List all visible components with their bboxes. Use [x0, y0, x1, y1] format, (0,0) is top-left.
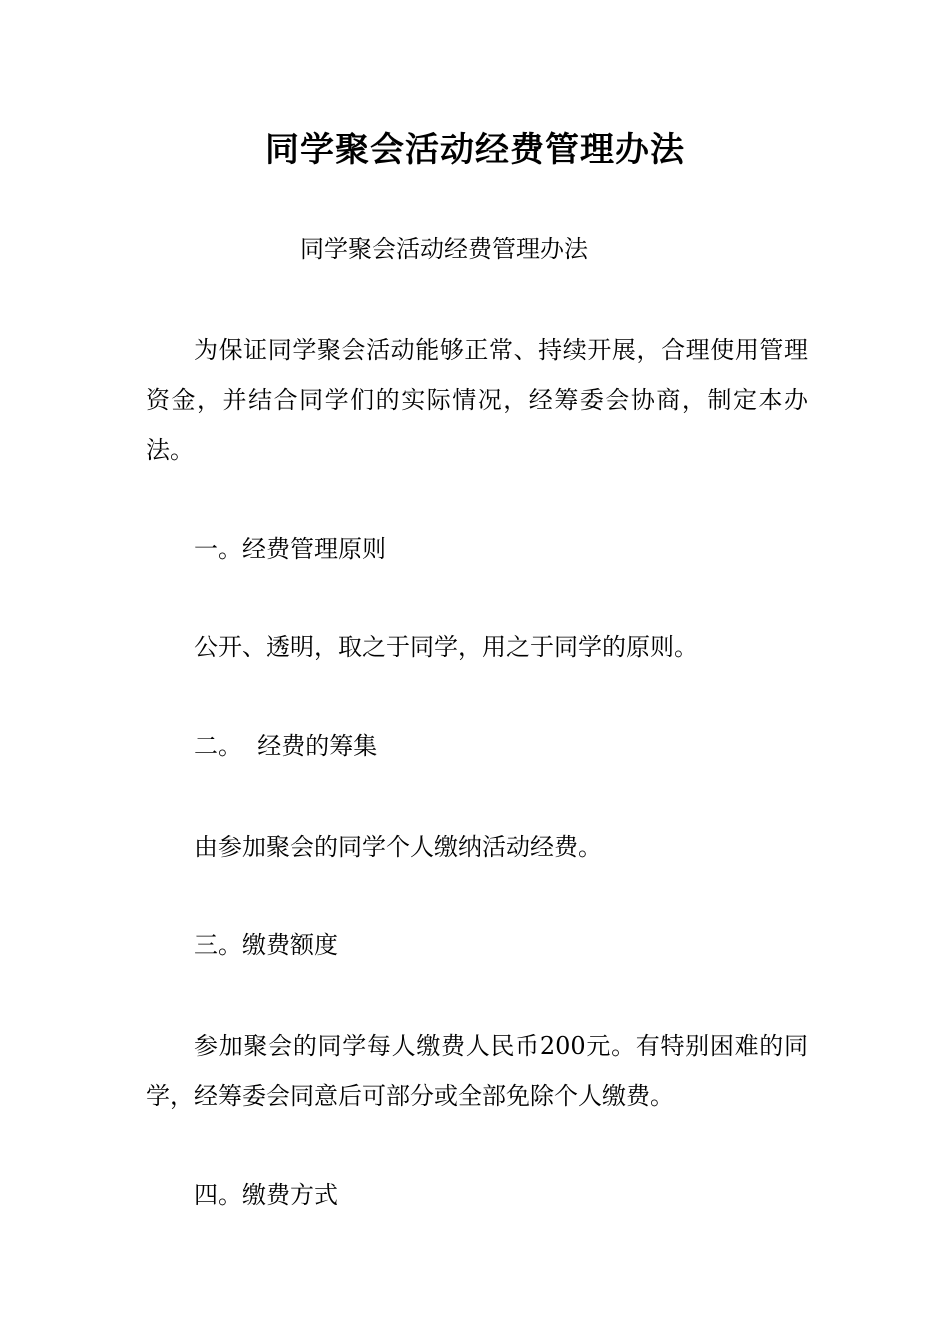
intro-paragraph: 为保证同学聚会活动能够正常、持续开展，合理使用管理资金，并结合同学们的实际情况，经筹委会协商，制定本办法。 — [146, 336, 808, 464]
section-heading-4: 四。缴费方式 — [194, 1181, 338, 1209]
document-title: 同学聚会活动经费管理办法 — [265, 130, 685, 170]
document-subtitle: 同学聚会活动经费管理办法 — [300, 235, 588, 263]
section-body-3: 参加聚会的同学每人缴费人民币200元。有特别困难的同学，经筹委会同意后可部分或全部免除个人缴费。 — [146, 1032, 808, 1110]
section-heading-3: 三。缴费额度 — [194, 931, 338, 959]
section-heading-1: 一。经费管理原则 — [194, 535, 386, 563]
section-heading-2: 二。 经费的筹集 — [194, 732, 378, 760]
section-body-2: 由参加聚会的同学个人缴纳活动经费。 — [194, 833, 602, 861]
section-body-1: 公开、透明，取之于同学，用之于同学的原则。 — [194, 633, 698, 661]
